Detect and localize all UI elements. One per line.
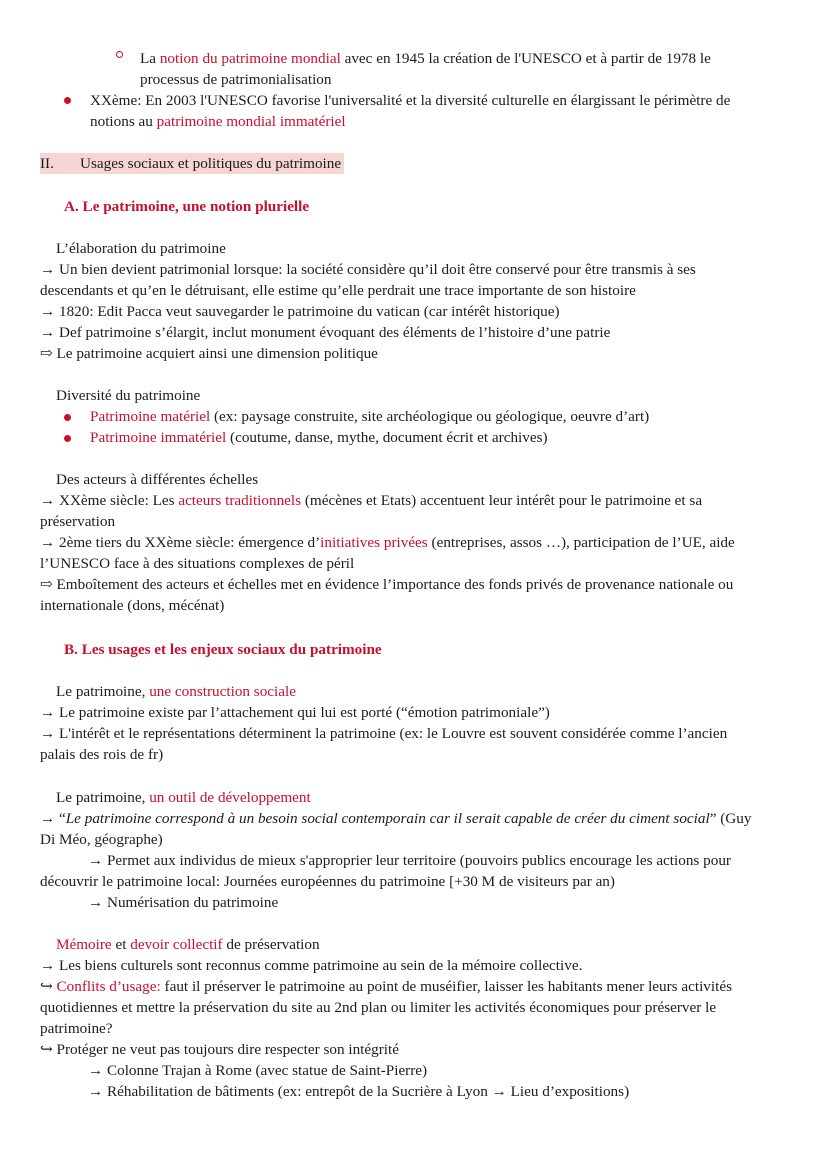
heading-part-a: A. Le patrimoine, une notion plurielle bbox=[64, 198, 310, 215]
heading-part-b: B. Les usages et les enjeux sociaux du patrimoine bbox=[64, 641, 382, 658]
heading-construction-sociale: Le patrimoine, une construction sociale bbox=[56, 683, 296, 700]
heading-elaboration: L’élaboration du patrimoine bbox=[56, 240, 226, 257]
list-item-immateriel: Patrimoine immatériel (coutume, danse, mythe, document écrit et archives) bbox=[90, 429, 548, 446]
elaboration-body: → Un bien devient patrimonial lorsque: la société considère qu’il doit être conservé pour être transmis à ses descendants et qu’en le détruisant, elle estime qu’elle perdrait une trace importante de son histoire → 1820: Edit Pacca veut sauvegarder le patrimoine du vatican (car intérêt historique) → Def patrimoine s’élargit, inclut monument évoquant des éléments de l’histoire d’une patrie ⇨ Le patrimoine acquiert ainsi une dimension politique bbox=[40, 261, 696, 362]
quote-di-meo: → “Le patrimoine correspond à un besoin social contemporain car il serait capable de créer du ciment social” (Guy bbox=[40, 810, 752, 827]
construction-body: → Le patrimoine existe par l’attachement qui lui est porté (“émotion patrimoniale”) → L'intérêt et le représentations déterminent la patrimoine (ex: le Louvre est souvent considérée comme l’ancien palais des rois de fr) bbox=[40, 704, 728, 763]
sub-bullet-text: La notion du patrimoine mondial avec en 1945 la création de l'UNESCO et à partir de 1978 le processus de patrimonialisation bbox=[140, 50, 711, 88]
bullet-icon bbox=[64, 435, 71, 442]
heading-memoire: Mémoire et devoir collectif de préservation bbox=[56, 936, 320, 953]
heading-acteurs: Des acteurs à différentes échelles bbox=[56, 471, 259, 488]
heading-outil-developpement: Le patrimoine, un outil de développement bbox=[56, 789, 311, 806]
heading-diversite: Diversité du patrimoine bbox=[56, 387, 201, 404]
list-item-materiel: Patrimoine matériel (ex: paysage construite, site archéologique ou géologique, oeuvre d’art) bbox=[90, 408, 650, 425]
outil-body: → “Le patrimoine correspond à un besoin social contemporain car il serait capable de créer du ciment social” (Guy Di Méo, géographe) → Permet aux individus de mieux s'approprier leur territoire (pouvoirs publics encourage les actions pour découvrir le patrimoine local: Journées européennes du patrimoine [+30 M de visiteurs par an) → Numérisation du patrimoine bbox=[40, 808, 800, 913]
circle-bullet-icon bbox=[116, 51, 123, 58]
bullet-icon bbox=[64, 414, 71, 421]
bullet-icon bbox=[64, 97, 71, 104]
memoire-body: → Les biens culturels sont reconnus comme patrimoine au sein de la mémoire collective. ↪ Conflits d’usage: faut il préserver le patrimoine au point de muséifier, laisser les habitants mener leurs activités quotidiennes et mettre la préservation du site au 2nd plan ou limiter les activités économiques pour préserver le patrimoine? ↪ Protéger ne veut pas toujours dire respecter son intégrité → Colonne Trajan à Rome (avec statue de Saint-Pierre) → Réhabilitation de bâtiments (ex: entrepôt de la Sucrière à Lyon → Lieu d’expositions) bbox=[40, 957, 732, 1100]
section-heading-ii: II. Usages sociaux et politiques du patrimoine bbox=[40, 153, 344, 174]
acteurs-body: → XXème siècle: Les acteurs traditionnels (mécènes et Etats) accentuent leur intérêt pour le patrimoine et sa préservation → 2ème tiers du XXème siècle: émergence d’initiatives privées (entreprises, assos …), participation de l’UE, aide l’UNESCO face à des situations complexes de péril ⇨ Emboîtement des acteurs et échelles met en évidence l’importance des fonds privés de provenance nationale ou internationale (dons, mécénat) bbox=[40, 492, 735, 614]
bullet-text-xxeme: XXème: En 2003 l'UNESCO favorise l'universalité et la diversité culturelle en élargissant le périmètre de notions au patrimoine mondial immatériel bbox=[90, 92, 731, 130]
